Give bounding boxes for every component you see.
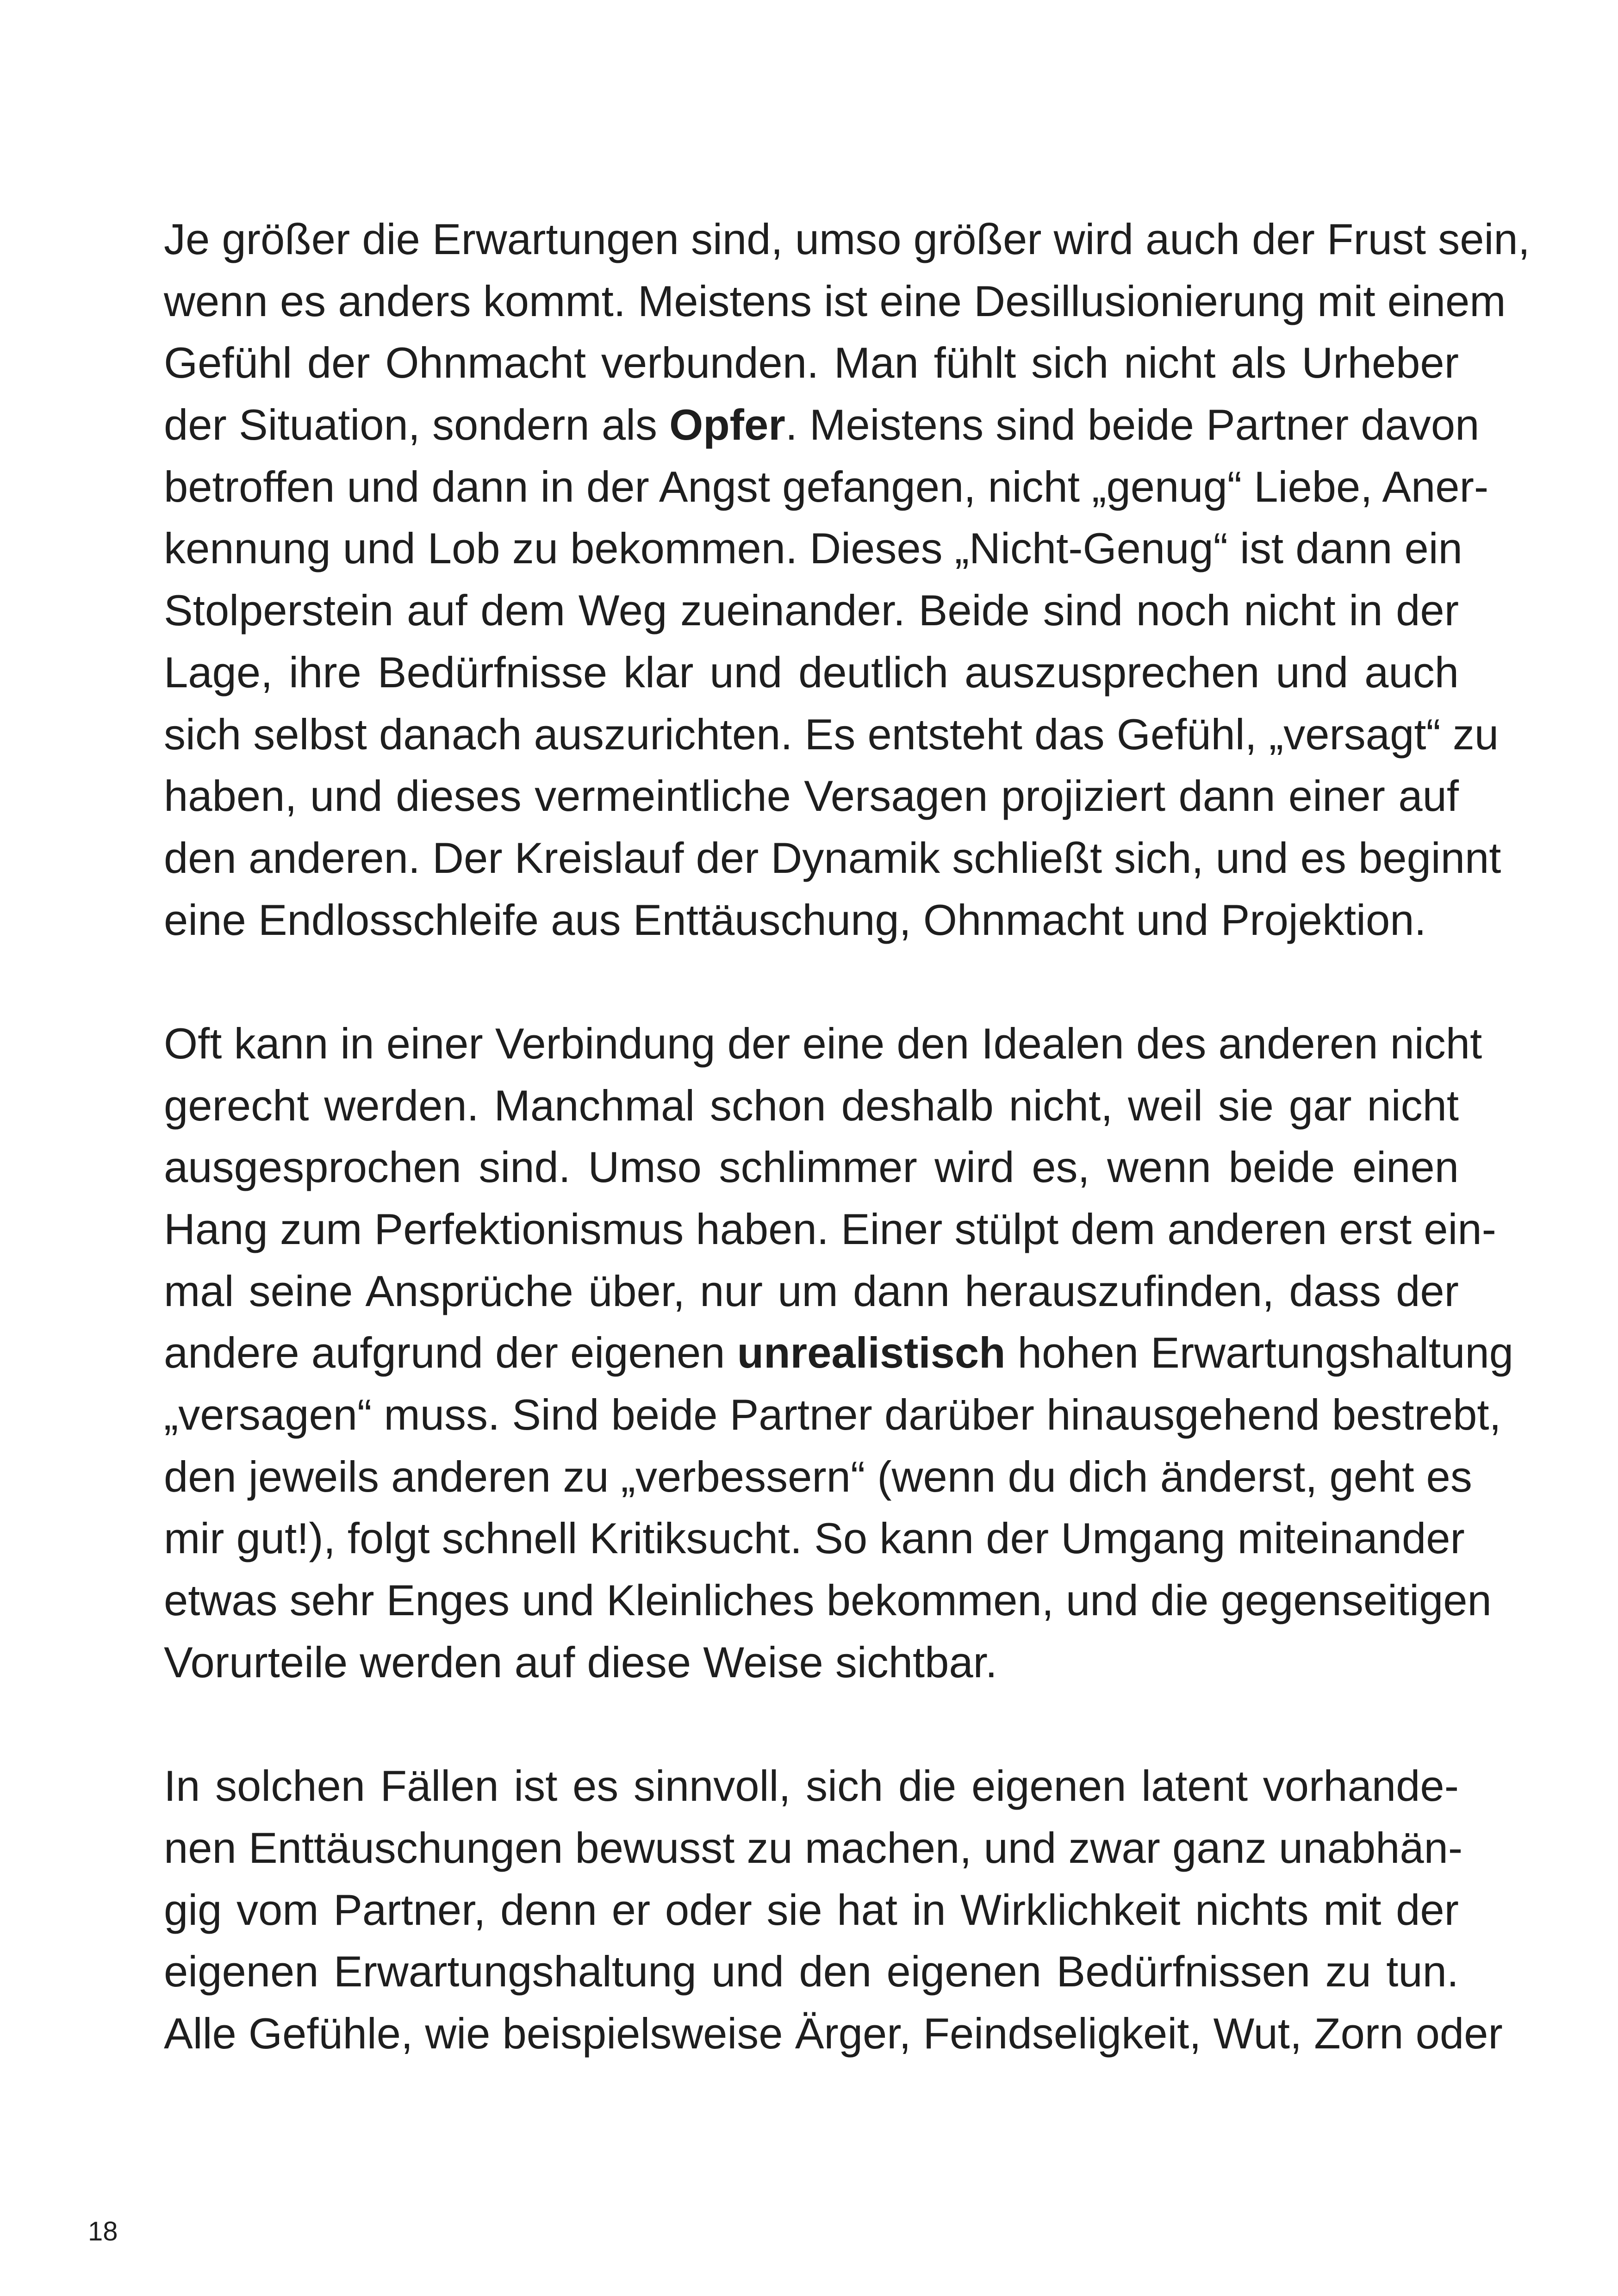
text-line: Hang zum Perfektionismus haben. Einer stülpt dem anderen erst ein- <box>164 1205 1496 1253</box>
text-line: Je größer die Erwartungen sind, umso größer wird auch der Frust sein, <box>164 215 1530 263</box>
text-line: den jeweils anderen zu „verbessern“ (wenn du dich änderst, geht es <box>164 1452 1472 1501</box>
text-line: etwas sehr Enges und Kleinliches bekommen, und die gegenseitigen <box>164 1576 1492 1625</box>
text-line: haben, und dieses vermeintliche Versagen projiziert dann einer auf <box>164 772 1459 821</box>
text-line <box>164 394 1480 456</box>
text-line: mal seine Ansprüche über, nur um dann herauszufinden, dass der <box>164 1266 1459 1315</box>
text-line: Gefühl der Ohnmacht verbunden. Man fühlt sich nicht als Urheber <box>164 338 1459 387</box>
paragraph <box>164 1013 1513 1693</box>
text-line: sich selbst danach auszurichten. Es entsteht das Gefühl, „versagt“ zu <box>164 709 1499 759</box>
text-line: Oft kann in einer Verbindung der eine den Idealen des anderen nicht <box>164 1019 1482 1068</box>
text-segment: . Meistens sind beide Partner davon <box>785 400 1480 449</box>
text-line: Lage, ihre Bedürfnisse klar und deutlich auszusprechen und auch <box>164 647 1459 697</box>
text-line: In solchen Fällen ist es sinnvoll, sich die eigenen latent vorhande- <box>164 1761 1459 1811</box>
text-line: gerecht werden. Manchmal schon deshalb nicht, weil sie gar nicht <box>164 1081 1459 1130</box>
text-line: wenn es anders kommt. Meistens ist eine Desillusionierung mit einem <box>164 276 1506 325</box>
text-line: gig vom Partner, denn er oder sie hat in Wirklichkeit nichts mit der <box>164 1885 1459 1934</box>
text-line: ausgesprochen sind. Umso schlimmer wird es, wenn beide einen <box>164 1143 1459 1192</box>
paragraph <box>164 208 1530 951</box>
emphasis-word: Opfer <box>669 400 785 449</box>
text-line: „versagen“ muss. Sind beide Partner darüber hinausgehend bestrebt, <box>164 1390 1501 1439</box>
paragraph-gap <box>164 1693 1459 1755</box>
emphasis-word: unrealistisch <box>737 1328 1006 1377</box>
text-line: eine Endlosschleife aus Enttäuschung, Ohnmacht und Projektion. <box>164 895 1426 944</box>
text-line: eigenen Erwartungshaltung und den eigenen Bedürfnissen zu tun. <box>164 1947 1459 1996</box>
text-line: nen Enttäuschungen bewusst zu machen, und zwar ganz unabhän- <box>164 1823 1463 1872</box>
text-segment: hohen Erwartungshaltung <box>1005 1328 1513 1377</box>
body-text <box>164 208 1530 2065</box>
text-line: betroffen und dann in der Angst gefangen, nicht „genug“ Liebe, Aner- <box>164 462 1489 511</box>
text-line: Vorurteile werden auf diese Weise sichtbar. <box>164 1637 997 1686</box>
page-number: 18 <box>88 2216 118 2246</box>
text-line <box>164 1322 1513 1384</box>
text-line: mir gut!), folgt schnell Kritiksucht. So kann der Umgang miteinander <box>164 1514 1465 1563</box>
text-line: kennung und Lob zu bekommen. Dieses „Nicht-Genug“ ist dann ein <box>164 524 1462 573</box>
text-line: Stolperstein auf dem Weg zueinander. Beide sind noch nicht in der <box>164 586 1459 635</box>
paragraph-gap <box>164 951 1459 1013</box>
text-segment: der Situation, sondern als <box>164 400 670 449</box>
text-segment: andere aufgrund der eigenen <box>164 1328 737 1377</box>
paragraph <box>164 1755 1503 2064</box>
text-line: den anderen. Der Kreislauf der Dynamik schließt sich, und es beginnt <box>164 833 1501 882</box>
text-line: Alle Gefühle, wie beispielsweise Ärger, Feindseligkeit, Wut, Zorn oder <box>164 2009 1503 2058</box>
